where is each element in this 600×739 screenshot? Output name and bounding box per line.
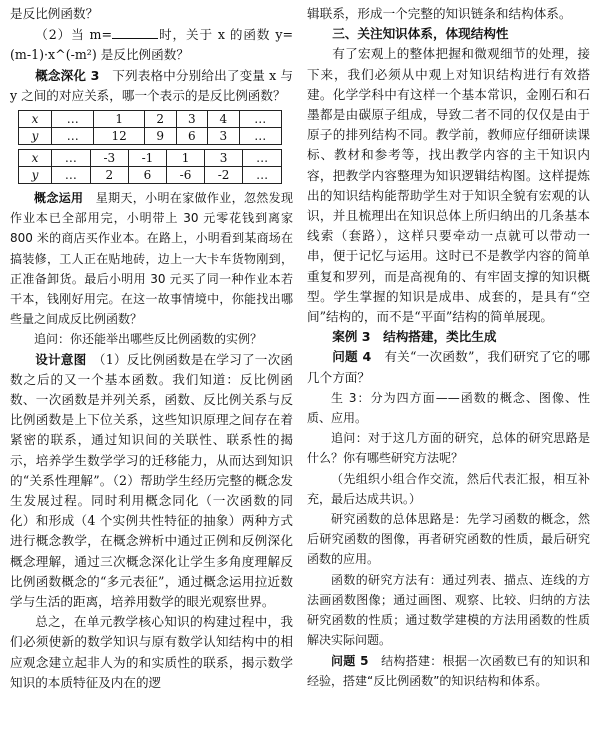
table-cell: 12: [94, 128, 145, 145]
table-cell: 9: [144, 128, 176, 145]
table-cell: 2: [144, 111, 176, 128]
left-column: [10, 4, 293, 693]
table-row: [19, 128, 282, 145]
question-2: [10, 24, 293, 65]
question-2-prefix: （2）当 m=: [35, 27, 113, 43]
concept-application: [10, 188, 293, 329]
follow-up-question: 追问：你还能举出哪些反比例函数的实例？: [34, 332, 263, 347]
table-cell: …: [239, 111, 281, 128]
right-column: [307, 4, 590, 691]
table-cell: …: [52, 111, 94, 128]
table-cell: y: [19, 167, 52, 184]
section-heading-3: 三、关注知识体系，体现结构性: [332, 26, 509, 42]
concept-deepening-3-title: 概念深化 3: [35, 67, 100, 83]
student-answer: 生 3：分为四方面——函数的概念、图像、性质、应用。: [307, 390, 590, 426]
table-cell: 4: [208, 111, 240, 128]
value-table-1: [18, 110, 282, 145]
knowledge-structure-paragraph: 有了宏观上的整体把握和微观细节的处理，接下来，我们必须从中观上对知识结构进行有效搭建。化学学科中有这样一个基本常识，金刚石和石墨都是由碳原子组成，导致二者不同的仅仅是由于原子的排列结构不同。教学前，教师应仔细研读课标、教材和参考等，找出教学内容的主干知识内容，把教学内容整理为知识逻辑结构图。这样提炼出的知识结构能帮助学生对于知识全貌有宏观的认识，并且梳理出在知识总体上所归纳出的几条基本线索（套路），这样只要牵动一点就可以带动一串，便于记忆与运用。这时已不是教学内容的简单重复和罗列，而是高视角的、有牢固支撑的知识概型。学生掌握的知识是成串、成套的，是具有“空间”结构的，而不是“平面”结构的简单展现。: [307, 46, 590, 325]
table-cell: …: [243, 167, 282, 184]
case-3-heading: 案例 3 结构搭建，类比生成: [332, 329, 497, 345]
table-cell: 3: [208, 128, 240, 145]
table-cell: …: [52, 150, 91, 167]
table-cell: 3: [205, 150, 243, 167]
table-cell: 3: [176, 111, 208, 128]
research-methods: 函数的研究方法有：通过列表、描点、连线的方法画函数图像；通过画图、观察、比较、归纳的方法研究函数的性质；通过数学建模的方法用函数的性质解决实际问题。: [307, 572, 590, 648]
question-4-text: 有关“一次函数”，我们研究了它的哪几个方面？: [307, 349, 590, 385]
teaching-note: （先组织小组合作交流，然后代表汇报，相互补充，最后达成共识。）: [307, 471, 590, 506]
value-table-2: [18, 149, 282, 184]
question-5: [307, 651, 590, 691]
question-4: [307, 347, 590, 387]
table-cell: -3: [90, 150, 128, 167]
concept-application-text: 星期天，小明在家做作业，忽然发现作业本已全部用完，小明带上 30 元零花钱到离家 800 米的商店买作业本。在路上，小明看到某商场在搞装修，工人正在贴地砖，边上一大卡车货物刚到，正准备卸货。最后小明用 30 元买了同一种作业本若干本，钱刚好用完。在这一故事情境中，你能找出哪些量之间成反比例函数？: [10, 191, 293, 327]
follow-up-question-2: 追问：对于这几方面的研究，总体的研究思路是什么？你有哪些研究方法呢？: [307, 431, 590, 466]
question-4-title: 问题 4: [332, 349, 372, 365]
table-cell: y: [19, 128, 52, 145]
concept-deepening-3: [10, 66, 293, 106]
design-intent-title: 设计意图: [35, 351, 87, 367]
table-row: [19, 167, 282, 184]
question-5-text: 结构搭建：根据一次函数已有的知识和经验，搭建“反比例函数”的知识结构和体系。: [307, 653, 590, 688]
table-cell: x: [19, 150, 52, 167]
table-cell: 6: [128, 167, 166, 184]
table-cell: 2: [90, 167, 128, 184]
table-cell: 1: [166, 150, 204, 167]
table-cell: -6: [166, 167, 204, 184]
table-cell: 6: [176, 128, 208, 145]
answer-blank: [112, 24, 158, 39]
table-row: [19, 111, 282, 128]
table-cell: -1: [128, 150, 166, 167]
table-cell: x: [19, 111, 52, 128]
table-cell: 1: [94, 111, 145, 128]
design-intent-text: （1）反比例函数是在学习了一次函数之后的又一个基本函数。我们知道：反比例函数、一次函数是并列关系，函数、反比例关系与反比例函数是上下位关系，这些知识原理之间存在着紧密的联系，通过知识间的关联性、联系性的揭示，培养学生数学学习的迁移能力，从而达到知识的“关系性理解”。（2）帮助学生经历完整的概念发生发展过程。同时利用概念同化（一次函数的同化）和形成（4 个实例共性特征的抽象）两种方式进行概念教学，在概念辨析中通过正例和反例深化概念理解，通过三次概念深化让学生多角度理解反比例函数概念的“多元表征”，通过概念运用拉近数学与生活的距离，培养用数学的眼光观察世界。: [10, 351, 294, 610]
table-row: [19, 150, 282, 167]
paragraph-continued: 辑联系，形成一个完整的知识链条和结构体系。: [307, 6, 572, 21]
question-5-title: 问题 5: [331, 653, 369, 668]
table-cell: …: [52, 167, 91, 184]
research-idea: 研究函数的总体思路是：先学习函数的概念，然后研究函数的图像，再者研究函数的性质，最后研究函数的应用。: [307, 512, 590, 567]
table-cell: …: [52, 128, 94, 145]
table-cell: …: [243, 150, 282, 167]
concept-deepening-3-text: 下列表格中分别给出了变量 x 与 y 之间的对应关系，哪一个表示的是反比例函数？: [10, 67, 293, 103]
table-cell: -2: [205, 167, 243, 184]
summary-paragraph: 总之，在单元教学核心知识的构建过程中，我们必须使新的数学知识与原有数学认知结构中的相应观念建立起非人为的和实质性的联系，揭示数学知识的本质特征及内在的逻: [10, 614, 293, 690]
concept-application-title: 概念运用: [34, 191, 84, 206]
question-2-suffix: 时，关于 x 的函数 y=(m-1)·x^(-m²) 是反比例函数？: [10, 27, 294, 63]
table-cell: …: [239, 128, 281, 145]
design-intent: [10, 350, 293, 613]
paragraph-continued: 是反比例函数？: [10, 6, 99, 21]
